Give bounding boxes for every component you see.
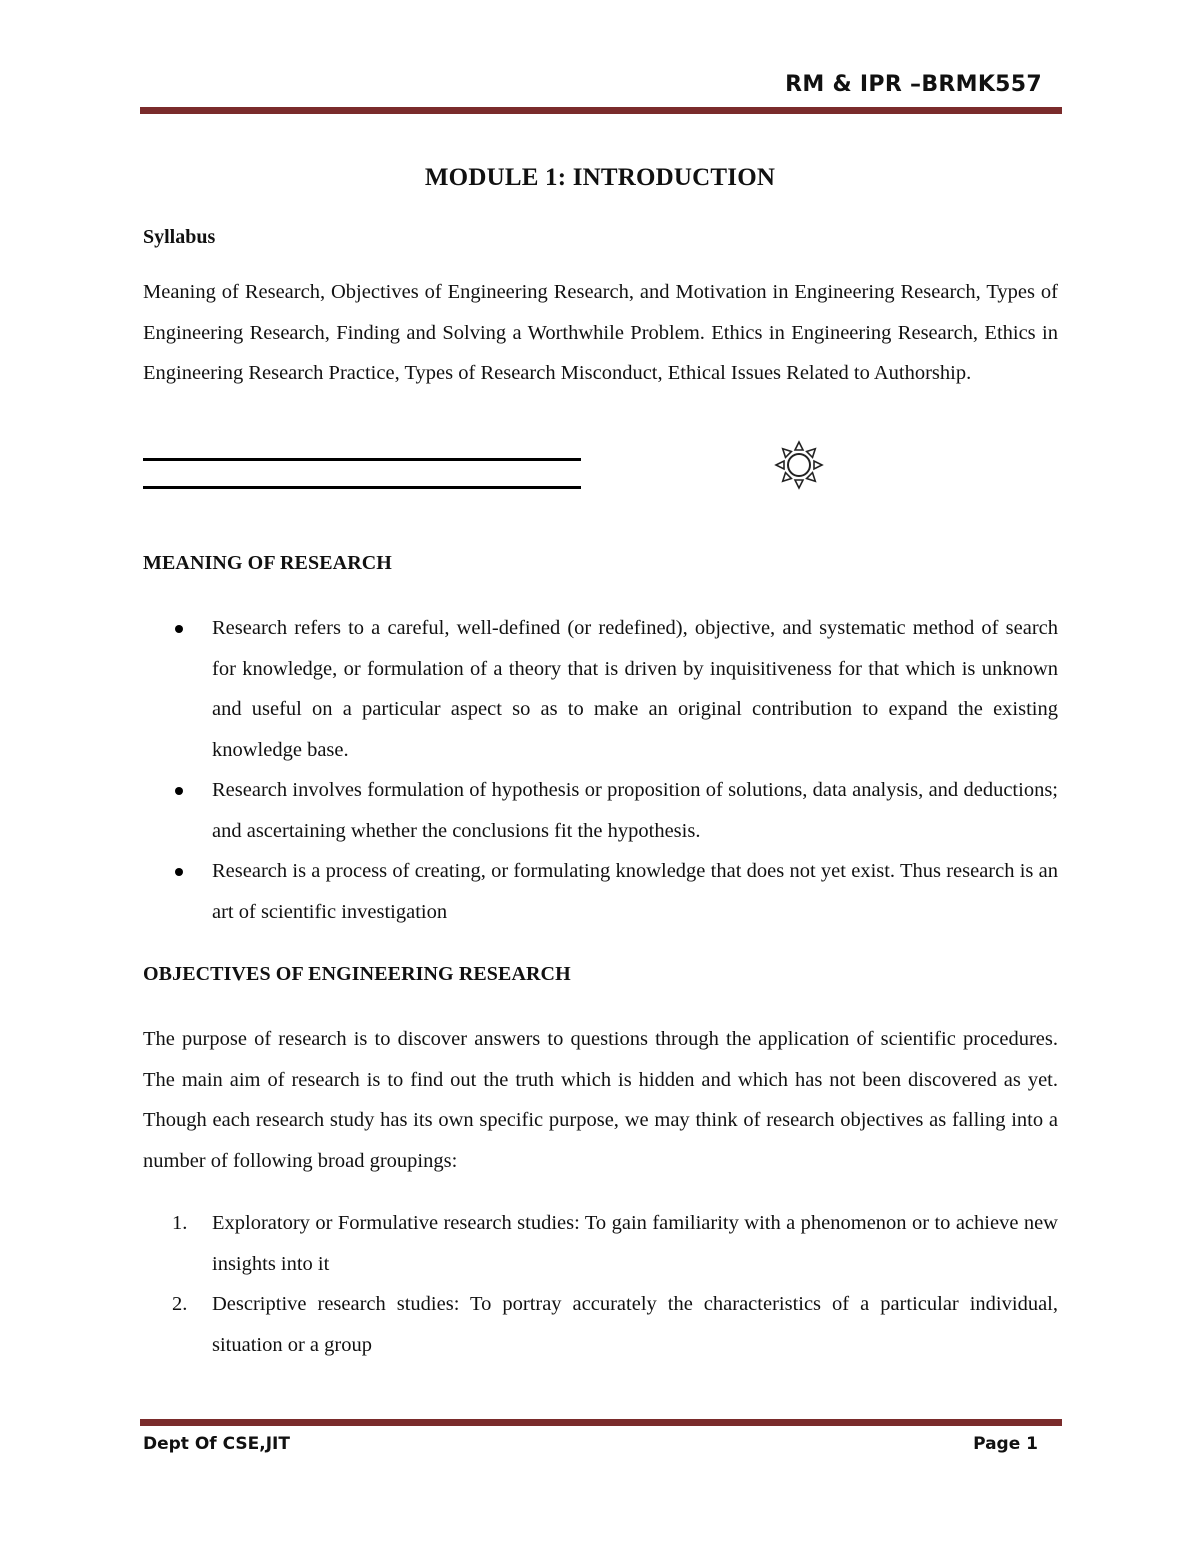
meaning-bullet-list xyxy=(143,608,1058,932)
objectives-intro: The purpose of research is to discover answers to questions through the application of scientific procedures. The main aim of research is to find out the truth which is hidden and which has not been discovered as yet. Though each research study has its own specific purpose, we may think of research objectives as falling into a number of following broad groupings: xyxy=(143,1028,1058,1172)
list-item xyxy=(143,770,1058,851)
bullet-icon xyxy=(175,787,183,795)
footer-rule xyxy=(140,1419,1062,1426)
bullet-icon xyxy=(175,625,183,633)
objectives-numbered-list xyxy=(143,1203,1058,1365)
list-item-text: Exploratory or Formulative research studies: To gain familiarity with a phenomenon or to achieve new insights into it xyxy=(212,1212,1058,1275)
bullet-text: Research is a process of creating, or formulating knowledge that does not yet exist. Thus research is an art of scientific investigation xyxy=(212,860,1058,923)
list-number: 2. xyxy=(172,1293,188,1315)
syllabus-text: Meaning of Research, Objectives of Engineering Research, and Motivation in Engineering Research, Types of Engineering Research, Finding and Solving a Worthwhile Problem. Ethics in Engineering Research, Ethics in Engineering Research Practice, Types of Research Misconduct, Ethical Issues Related to Authorship. xyxy=(143,281,1058,384)
footer-dept: Dept Of CSE,JIT xyxy=(143,1434,290,1454)
module-title: MODULE 1: INTRODUCTION xyxy=(424,164,776,191)
footer-page-number: Page 1 xyxy=(973,1434,1038,1454)
divider-line-2 xyxy=(143,486,581,489)
sun-icon xyxy=(774,440,824,490)
bullet-text: Research involves formulation of hypothesis or proposition of solutions, data analysis, and deductions; and ascertaining whether the conclusions fit the hypothesis. xyxy=(212,779,1058,842)
header-title: RM & IPR –BRMK557 xyxy=(785,72,1042,97)
bullet-text: Research refers to a careful, well-defined (or redefined), objective, and systematic method of search for knowledge, or formulation of a theory that is driven by inquisitiveness for that which is unknown and useful on a particular aspect so as to make an original contribution to expand the existing knowledge base. xyxy=(212,617,1058,761)
list-item xyxy=(143,1284,1058,1365)
list-item xyxy=(143,1203,1058,1284)
list-item xyxy=(143,851,1058,932)
syllabus-label: Syllabus xyxy=(143,226,216,248)
objectives-heading: OBJECTIVES OF ENGINEERING RESEARCH xyxy=(143,963,571,985)
divider-line-1 xyxy=(143,458,581,461)
header-rule xyxy=(140,107,1062,114)
meaning-heading: MEANING OF RESEARCH xyxy=(143,552,392,574)
list-number: 1. xyxy=(172,1212,188,1234)
list-item xyxy=(143,608,1058,770)
list-item-text: Descriptive research studies: To portray accurately the characteristics of a particular individual, situation or a group xyxy=(212,1293,1058,1356)
bullet-icon xyxy=(175,868,183,876)
